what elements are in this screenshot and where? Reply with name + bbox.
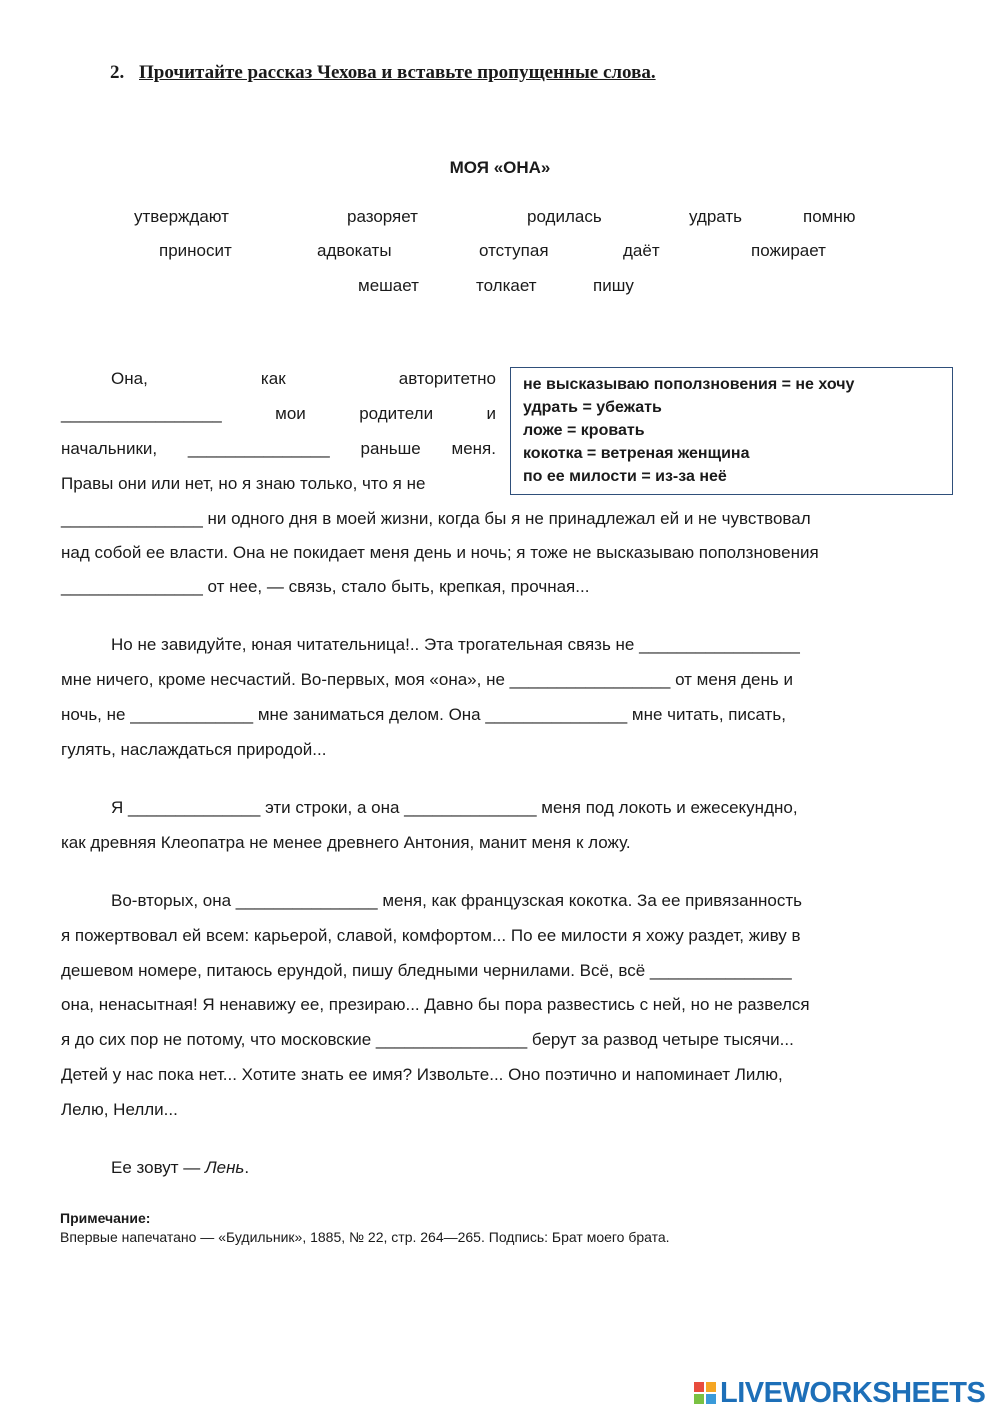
hint-line: по ее милости = из-за неё bbox=[523, 468, 727, 485]
story-line: дешевом номере, питаюсь ерундой, пишу бледными чернилами. Всё, всё _______________ bbox=[61, 961, 792, 980]
story-text: . bbox=[244, 1158, 250, 1177]
task-text: Прочитайте рассказ Чехова и вставьте пропущенные слова. bbox=[139, 62, 656, 83]
word-bank-item: пожирает bbox=[751, 241, 826, 260]
story-word: как bbox=[260, 369, 286, 388]
story-line: _______________ от нее, — связь, стало быть, крепкая, прочная... bbox=[61, 577, 590, 596]
story-line: Я ______________ эти строки, а она ______________ меня под локоть и ежесекундно, bbox=[111, 798, 798, 817]
story-line bbox=[111, 369, 496, 389]
story-word: Она, bbox=[111, 369, 148, 388]
task-number: 2. bbox=[110, 62, 125, 83]
note-heading: Примечание: bbox=[60, 1210, 151, 1226]
story-paragraph-5 bbox=[111, 1158, 249, 1178]
word-bank-item: разоряет bbox=[347, 207, 418, 226]
story-line: ночь, не _____________ мне заниматься делом. Она _______________ мне читать, писать, bbox=[61, 705, 786, 724]
word-bank-item: утверждают bbox=[134, 207, 229, 226]
word-bank-item: приносит bbox=[159, 241, 232, 260]
vocabulary-hint-box bbox=[510, 367, 953, 495]
story-line: как древняя Клеопатра не менее древнего Антония, манит меня к ложу. bbox=[61, 833, 631, 852]
logo-tile bbox=[706, 1382, 716, 1392]
logo-tile bbox=[694, 1394, 704, 1404]
story-line: _______________ ни одного дня в моей жизни, когда бы я не принадлежал ей и не чувствовал bbox=[61, 509, 811, 528]
story-line bbox=[61, 439, 496, 459]
hint-line: не высказываю поползновения = не хочу bbox=[523, 376, 855, 393]
word-bank-item: отступая bbox=[479, 241, 549, 260]
story-line: я до сих пор не потому, что московские ________________ берут за развод четыре тысячи... bbox=[61, 1030, 794, 1049]
story-title: МОЯ «ОНА» bbox=[449, 158, 551, 177]
task-heading bbox=[110, 62, 656, 84]
story-line: она, ненасытная! Я ненавижу ее, презираю... Давно бы пора развестись с ней, но не развелся bbox=[61, 995, 810, 1014]
story-line bbox=[61, 404, 496, 424]
word-bank-item: толкает bbox=[476, 276, 537, 295]
answer-blank[interactable]: _________________ bbox=[61, 404, 222, 423]
story-line: гулять, наслаждаться природой... bbox=[61, 740, 327, 759]
word-bank-item: помню bbox=[803, 207, 856, 226]
story-line: я пожертвовал ей всем: карьерой, славой, комфортом... По ее милости я хожу раздет, живу в bbox=[61, 926, 801, 945]
answer-blank[interactable]: _______________ bbox=[187, 439, 330, 458]
hint-line: кокотка = ветреная женщина bbox=[523, 445, 750, 462]
story-word: авторитетно bbox=[398, 369, 496, 388]
hint-line: удрать = убежать bbox=[523, 399, 662, 416]
hint-line: ложе = кровать bbox=[523, 422, 645, 439]
story-line: Детей у нас пока нет... Хотите знать ее имя? Извольте... Оно поэтично и напоминает Лилю, bbox=[61, 1065, 783, 1084]
logo-mark-icon bbox=[694, 1382, 716, 1404]
story-line: Во-вторых, она _______________ меня, как французская кокотка. За ее привязанность bbox=[111, 891, 802, 910]
story-word: раньше bbox=[360, 439, 421, 458]
word-bank-item: мешает bbox=[358, 276, 419, 295]
note-text: Впервые напечатано — «Будильник», 1885, № 22, стр. 264—265. Подпись: Брат моего брата. bbox=[60, 1229, 670, 1245]
word-bank-item: родилась bbox=[527, 207, 602, 226]
word-bank-item: даёт bbox=[623, 241, 660, 260]
story-text: Ее зовут — bbox=[111, 1158, 205, 1177]
word-bank-item: адвокаты bbox=[317, 241, 392, 260]
story-line: Но не завидуйте, юная читательница!.. Эта трогательная связь не _________________ bbox=[111, 635, 800, 654]
story-word: родители bbox=[359, 404, 434, 423]
story-word: и bbox=[486, 404, 496, 423]
story-line: Лелю, Нелли... bbox=[61, 1100, 178, 1119]
story-name-italic: Лень bbox=[204, 1158, 245, 1177]
logo-text: LIVEWORKSHEETS bbox=[720, 1376, 986, 1409]
liveworksheets-logo bbox=[694, 1376, 985, 1410]
story-line: мне ничего, кроме несчастий. Во-первых, моя «она», не _________________ от меня день и bbox=[61, 670, 793, 689]
story-line: над собой ее власти. Она не покидает меня день и ночь; я тоже не высказываю поползновения bbox=[61, 543, 819, 562]
story-word: начальники, bbox=[61, 439, 158, 458]
logo-tile bbox=[694, 1382, 704, 1392]
word-bank-item: пишу bbox=[593, 276, 634, 295]
logo-tile bbox=[706, 1394, 716, 1404]
word-bank-item: удрать bbox=[689, 207, 743, 226]
story-line: Правы они или нет, но я знаю только, что я не bbox=[61, 474, 426, 493]
story-word: меня. bbox=[451, 439, 496, 458]
story-word: мои bbox=[275, 404, 306, 423]
